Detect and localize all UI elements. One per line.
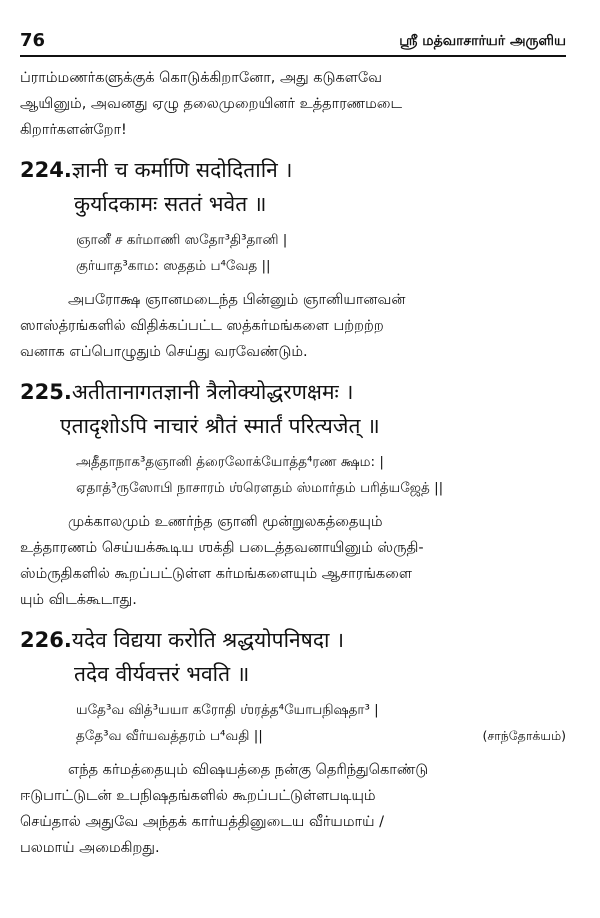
- translit-line: ததே³வ வீர்யவத்தரம் ப⁴வதி || (சாந்தோக்யம்): [76, 723, 566, 749]
- transliteration: [76, 697, 566, 749]
- verse-224: [20, 153, 566, 365]
- transliteration: [76, 449, 566, 501]
- meaning-paragraph: [20, 509, 566, 613]
- meaning-paragraph: [20, 757, 566, 861]
- verse-226: [20, 623, 566, 861]
- verse-number: 225.: [20, 380, 72, 404]
- running-title: ஸ்ரீ மத்வாசார்யர் அருளிய: [399, 33, 566, 49]
- paragraph-line: முக்காலமும் உணர்ந்த ஞானி மூன்றுலகத்தையும்: [68, 514, 383, 530]
- paragraph-line: பலமாய் அமைகிறது.: [20, 840, 160, 856]
- verse-number: 224.: [20, 158, 72, 182]
- meaning-paragraph: [20, 287, 566, 365]
- translit-line: ஞானீ ச கர்மாணி ஸதோ³தி³தானி |: [76, 232, 288, 248]
- sanskrit-line: एतादृशोऽपि नाचारं श्रौतं स्मार्तं परित्यजेत् ॥: [60, 414, 380, 438]
- transliteration: [76, 227, 566, 279]
- paragraph-line: கிறார்களன்றோ!: [20, 122, 127, 138]
- source-citation: (சாந்தோக்யம்): [482, 728, 566, 743]
- sanskrit-line: 224.ज्ञानी च कर्माणि सदोदितानि ।: [20, 158, 293, 182]
- paragraph-line: எந்த கர்மத்தையும் விஷயத்தை நன்கு தெரிந்துகொண்டு: [68, 762, 429, 778]
- translit-line: ஏதாத்³ருஸோபி நாசாரம் ஶ்ரௌதம் ஸ்மார்தம் பரித்யஜேத் ||: [76, 480, 444, 496]
- sanskrit-line: तदेव वीर्यवत्तरं भवति ॥: [74, 662, 250, 686]
- paragraph-line: அபரோக்ஷ ஞானமடைந்த பின்னும் ஞானியானவன்: [68, 292, 406, 308]
- paragraph-line: ஆயினும், அவனது ஏழு தலைமுறையினர் உத்தாரணமடை: [20, 96, 403, 112]
- sanskrit-line: 225.अतीतानागतज्ञानी त्रैलोक्योद्धरणक्षमः ।: [20, 380, 354, 404]
- verse-225: [20, 375, 566, 613]
- paragraph-line: யும் விடக்கூடாது.: [20, 592, 137, 608]
- paragraph-line: ப்ராம்மணர்களுக்குக் கொடுக்கிறானோ, அது கடுகளவே: [20, 70, 383, 86]
- translit-line: யதே³வ வித்³யயா கரோதி ஶ்ரத்த⁴யோபநிஷதா³ |: [76, 702, 379, 718]
- sanskrit-line: कुर्यादकामः सततं भवेत ॥: [74, 192, 267, 216]
- paragraph-line: ஸாஸ்த்ரங்களில் விதிக்கப்பட்ட ஸத்கர்மங்களை பற்றற்ற: [20, 318, 384, 334]
- paragraph-line: உத்தாரணம் செய்யக்கூடிய ஶக்தி படைத்தவனாயினும் ஸ்ருதி-: [20, 540, 424, 556]
- translit-line: குர்யாத³காம: ஸததம் ப⁴வேத ||: [76, 258, 271, 274]
- paragraph-line: ஈடுபாட்டுடன் உபநிஷதங்களில் கூறப்பட்டுள்ளபடியும்: [20, 788, 376, 804]
- paragraph-line: செய்தால் அதுவே அந்தக் கார்யத்தினுடைய வீர்யமாய் /: [20, 814, 384, 830]
- verse-number: 226.: [20, 628, 72, 652]
- page-number: 76: [20, 30, 46, 51]
- translit-line: அதீதாநாக³தஞானி த்ரைலோக்யோத்த⁴ரண க்ஷம: |: [76, 454, 384, 470]
- paragraph-line: ஸ்ம்ருதிகளில் கூறப்பட்டுள்ள கர்மங்களையும் ஆசாரங்களை: [20, 566, 412, 582]
- intro-paragraph: [20, 65, 566, 143]
- page-header: [20, 30, 566, 57]
- paragraph-line: வனாக எப்பொழுதும் செய்து வரவேண்டும்.: [20, 344, 308, 360]
- sanskrit-line: 226.यदेव विद्यया करोति श्रद्धयोपनिषदा ।: [20, 628, 345, 652]
